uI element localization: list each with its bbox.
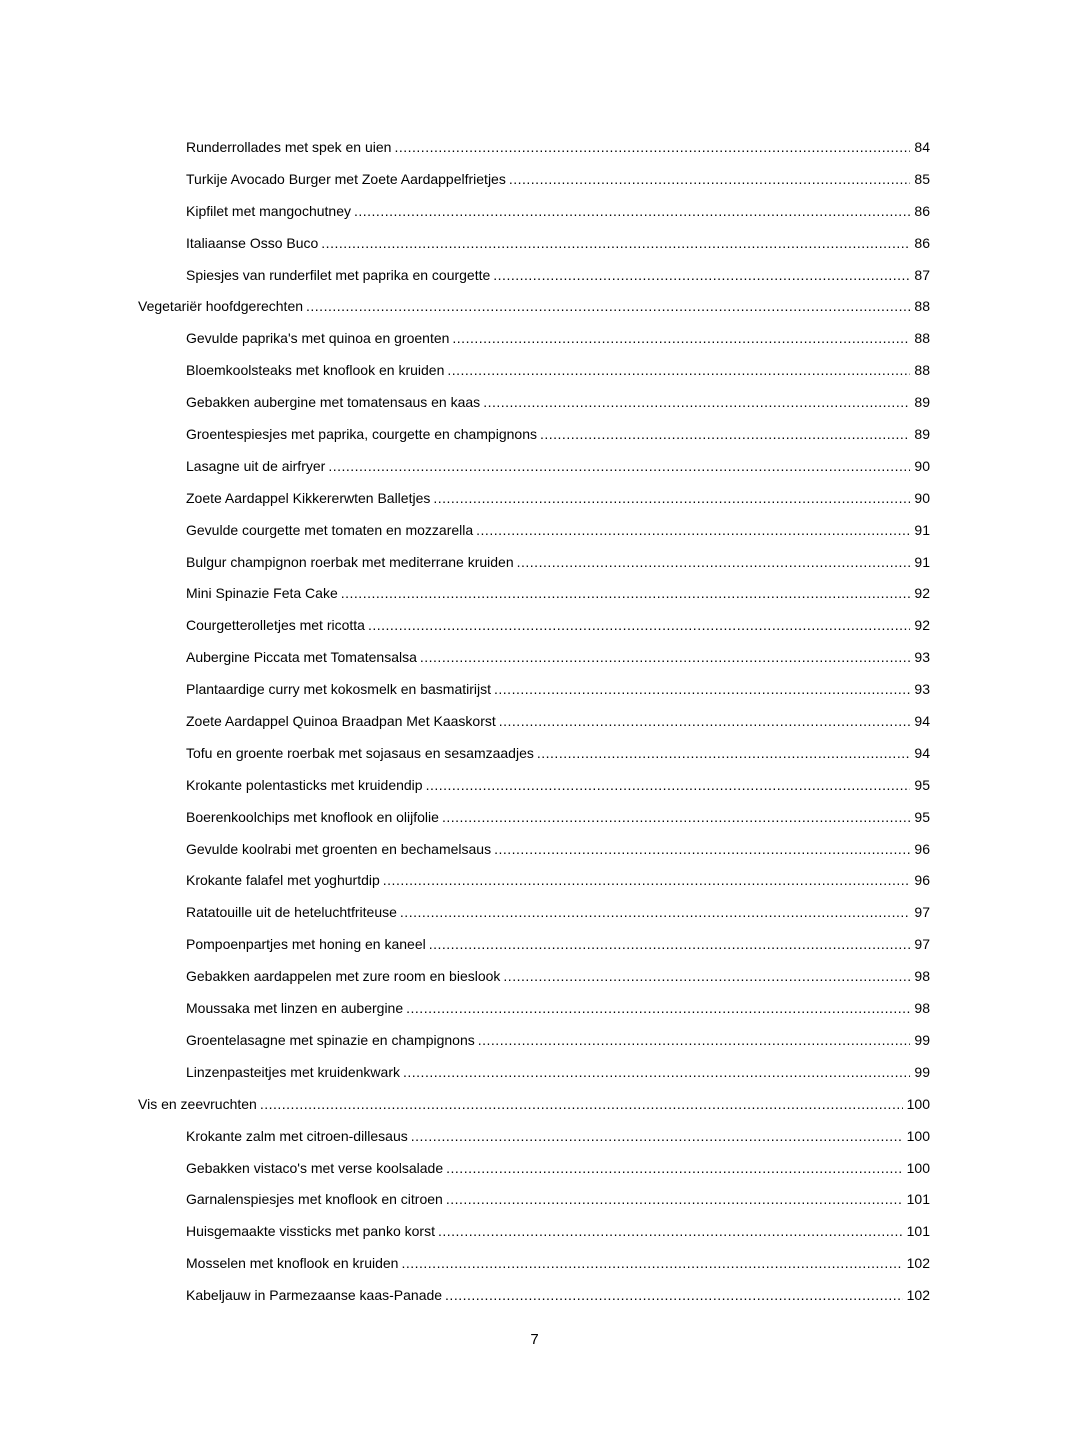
toc-entry-title: Moussaka met linzen en aubergine xyxy=(186,1000,404,1017)
toc-entry[interactable] xyxy=(138,419,930,451)
toc-dot-leader xyxy=(483,387,910,419)
toc-entry-title: Aubergine Piccata met Tomatensalsa xyxy=(186,649,417,666)
toc-entry-title: Krokante polentasticks met kruidendip xyxy=(186,776,423,793)
toc-dot-leader xyxy=(341,578,911,610)
toc-entry[interactable] xyxy=(138,834,930,866)
toc-entry-title: Huisgemaakte vissticks met panko korst xyxy=(186,1223,435,1240)
toc-entry-title: Pompoenpartjes met honing en kaneel xyxy=(186,936,426,953)
toc-entry-title: Boerenkoolchips met knoflook en olijfolie xyxy=(186,808,439,825)
toc-entry-title: Krokante zalm met citroen-dillesaus xyxy=(186,1127,408,1144)
toc-entry-page: 93 xyxy=(914,681,930,698)
toc-dot-leader xyxy=(509,164,911,196)
toc-entry-page: 84 xyxy=(914,139,930,155)
toc-entry[interactable] xyxy=(138,993,930,1025)
toc-dot-leader xyxy=(394,132,910,164)
toc-entry-page: 88 xyxy=(914,362,930,379)
toc-entry-page: 98 xyxy=(914,968,930,985)
toc-dot-leader xyxy=(493,260,910,292)
toc-entry[interactable] xyxy=(138,642,930,674)
toc-entry-page: 102 xyxy=(906,1287,930,1304)
toc-entry-title: Linzenpasteitjes met kruidenkwark xyxy=(186,1063,400,1080)
toc-entry[interactable] xyxy=(138,738,930,770)
toc-entry-title: Vegetariër hoofdgerechten xyxy=(138,298,304,315)
toc-entry[interactable] xyxy=(138,706,930,738)
toc-entry-title: Plantaardige curry met kokosmelk en basmatirijst xyxy=(186,681,492,698)
toc-entry-title: Courgetterolletjes met ricotta xyxy=(186,617,365,634)
toc-entry[interactable] xyxy=(138,260,930,292)
toc-entry-page: 92 xyxy=(914,585,930,602)
toc-dot-leader xyxy=(503,961,910,993)
toc-entry-title: Gevulde koolrabi met groenten en bechamelsaus xyxy=(186,840,492,857)
toc-entry-title: Garnalenspiesjes met knoflook en citroen xyxy=(186,1191,443,1208)
toc-dot-leader xyxy=(445,1280,903,1312)
toc-entry-page: 95 xyxy=(914,776,930,793)
toc-dot-leader xyxy=(447,355,910,387)
toc-entry[interactable] xyxy=(138,1280,930,1312)
page-number: 7 xyxy=(530,1331,539,1348)
toc-entry-page: 98 xyxy=(914,1000,930,1017)
toc-entry[interactable] xyxy=(138,132,930,164)
toc-dot-leader xyxy=(368,610,910,642)
toc-dot-leader xyxy=(478,1025,911,1057)
toc-entry[interactable] xyxy=(138,547,930,579)
toc-entry[interactable] xyxy=(138,387,930,419)
toc-entry-page: 101 xyxy=(906,1223,930,1240)
toc-dot-leader xyxy=(429,929,911,961)
toc-entry[interactable] xyxy=(138,355,930,387)
toc-entry-page: 88 xyxy=(914,298,930,315)
toc-entry[interactable] xyxy=(138,515,930,547)
toc-entry-page: 94 xyxy=(914,744,930,761)
toc-entry-page: 91 xyxy=(914,553,930,570)
toc-entry-page: 87 xyxy=(914,266,930,283)
toc-entry-title: Spiesjes van runderfilet met paprika en courgette xyxy=(186,266,491,283)
toc-entry[interactable] xyxy=(138,802,930,834)
toc-entry-page: 91 xyxy=(914,521,930,538)
toc-dot-leader xyxy=(494,834,910,866)
toc-entry[interactable] xyxy=(138,1057,930,1089)
toc-dot-leader xyxy=(517,547,911,579)
toc-dot-leader xyxy=(537,738,911,770)
toc-dot-leader xyxy=(354,196,910,228)
toc-entry-title: Gevulde courgette met tomaten en mozzarella xyxy=(186,521,474,538)
toc-entry[interactable] xyxy=(138,164,930,196)
toc-dot-leader xyxy=(306,291,910,323)
toc-entry[interactable] xyxy=(138,897,930,929)
toc-entry-title: Krokante falafel met yoghurtdip xyxy=(186,872,380,889)
toc-entry-page: 102 xyxy=(906,1255,930,1272)
toc-dot-leader xyxy=(403,1057,910,1089)
toc-entry-page: 96 xyxy=(914,840,930,857)
toc-dot-leader xyxy=(446,1184,903,1216)
toc-entry-page: 93 xyxy=(914,649,930,666)
toc-entry-page: 99 xyxy=(914,1063,930,1080)
toc-section-heading[interactable] xyxy=(138,291,930,323)
toc-entry-page: 90 xyxy=(914,489,930,506)
toc-entry-page: 100 xyxy=(906,1159,930,1176)
table-of-contents xyxy=(138,132,930,1312)
toc-dot-leader xyxy=(499,706,911,738)
toc-entry-page: 85 xyxy=(914,170,930,187)
toc-dot-leader xyxy=(476,515,910,547)
toc-entry[interactable] xyxy=(138,1248,930,1280)
toc-entry-title: Tofu en groente roerbak met sojasaus en sesamzaadjes xyxy=(186,744,534,761)
toc-entry-title: Ratatouille uit de heteluchtfriteuse xyxy=(186,904,397,921)
toc-entry[interactable] xyxy=(138,196,930,228)
toc-dot-leader xyxy=(452,323,910,355)
toc-entry-title: Gevulde paprika's met quinoa en groenten xyxy=(186,330,450,347)
toc-entry-title: Gebakken aardappelen met zure room en bieslook xyxy=(186,968,501,985)
toc-entry-title: Groentelasagne met spinazie en champignons xyxy=(186,1031,475,1048)
toc-section-heading[interactable] xyxy=(138,1089,930,1121)
toc-dot-leader xyxy=(426,770,911,802)
toc-entry[interactable] xyxy=(138,483,930,515)
toc-entry-page: 89 xyxy=(914,426,930,443)
toc-entry-title: Zoete Aardappel Kikkererwten Balletjes xyxy=(186,489,431,506)
toc-dot-leader xyxy=(411,1121,903,1153)
toc-entry-title: Bulgur champignon roerbak met mediterrane kruiden xyxy=(186,553,514,570)
toc-entry[interactable] xyxy=(138,1184,930,1216)
toc-entry-title: Italiaanse Osso Buco xyxy=(186,234,319,251)
toc-dot-leader xyxy=(433,483,910,515)
toc-entry-page: 97 xyxy=(914,904,930,921)
toc-entry-page: 92 xyxy=(914,617,930,634)
toc-entry-page: 100 xyxy=(906,1127,930,1144)
toc-entry-page: 86 xyxy=(914,202,930,219)
toc-entry-page: 95 xyxy=(914,808,930,825)
toc-dot-leader xyxy=(540,419,910,451)
toc-entry[interactable] xyxy=(138,674,930,706)
toc-dot-leader xyxy=(328,451,910,483)
toc-entry-page: 100 xyxy=(906,1095,930,1112)
toc-entry-page: 88 xyxy=(914,330,930,347)
toc-dot-leader xyxy=(494,674,910,706)
toc-entry[interactable] xyxy=(138,770,930,802)
toc-entry[interactable] xyxy=(138,610,930,642)
toc-dot-leader xyxy=(420,642,911,674)
toc-dot-leader xyxy=(438,1216,903,1248)
toc-entry-title: Runderrollades met spek en uien xyxy=(186,139,392,155)
toc-dot-leader xyxy=(442,802,910,834)
toc-dot-leader xyxy=(401,1248,902,1280)
toc-entry-title: Mosselen met knoflook en kruiden xyxy=(186,1255,399,1272)
toc-entry-title: Vis en zeevruchten xyxy=(138,1095,257,1112)
toc-entry-title: Gebakken aubergine met tomatensaus en kaas xyxy=(186,394,481,411)
toc-entry[interactable] xyxy=(138,1216,930,1248)
toc-entry[interactable] xyxy=(138,929,930,961)
toc-entry-page: 101 xyxy=(906,1191,930,1208)
toc-entry-title: Kabeljauw in Parmezaanse kaas-Panade xyxy=(186,1287,443,1304)
toc-dot-leader xyxy=(400,897,911,929)
toc-entry[interactable] xyxy=(138,1025,930,1057)
toc-entry-page: 86 xyxy=(914,234,930,251)
toc-entry-title: Bloemkoolsteaks met knoflook en kruiden xyxy=(186,362,445,379)
toc-entry-title: Turkije Avocado Burger met Zoete Aardappelfrietjes xyxy=(186,170,506,187)
toc-entry-page: 89 xyxy=(914,394,930,411)
toc-entry-page: 90 xyxy=(914,457,930,474)
toc-entry[interactable] xyxy=(138,865,930,897)
toc-entry-page: 96 xyxy=(914,872,930,889)
toc-entry[interactable] xyxy=(138,578,930,610)
toc-entry-title: Groentespiesjes met paprika, courgette en champignons xyxy=(186,426,537,443)
toc-entry[interactable] xyxy=(138,451,930,483)
toc-dot-leader xyxy=(383,865,911,897)
toc-entry-title: Lasagne uit de airfryer xyxy=(186,457,326,474)
toc-entry-title: Kipfilet met mangochutney xyxy=(186,202,351,219)
toc-entry[interactable] xyxy=(138,1121,930,1153)
toc-entry[interactable] xyxy=(138,228,930,260)
toc-entry-page: 99 xyxy=(914,1031,930,1048)
toc-dot-leader xyxy=(406,993,910,1025)
toc-entry[interactable] xyxy=(138,323,930,355)
toc-entry-page: 94 xyxy=(914,713,930,730)
toc-entry-title: Zoete Aardappel Quinoa Braadpan Met Kaaskorst xyxy=(186,713,496,730)
toc-dot-leader xyxy=(260,1089,903,1121)
toc-entry[interactable] xyxy=(138,961,930,993)
toc-entry-title: Mini Spinazie Feta Cake xyxy=(186,585,338,602)
toc-dot-leader xyxy=(321,228,910,260)
toc-entry-title: Gebakken vistaco's met verse koolsalade xyxy=(186,1159,444,1176)
toc-entry[interactable] xyxy=(138,1153,930,1185)
toc-dot-leader xyxy=(446,1153,903,1185)
toc-entry-page: 97 xyxy=(914,936,930,953)
